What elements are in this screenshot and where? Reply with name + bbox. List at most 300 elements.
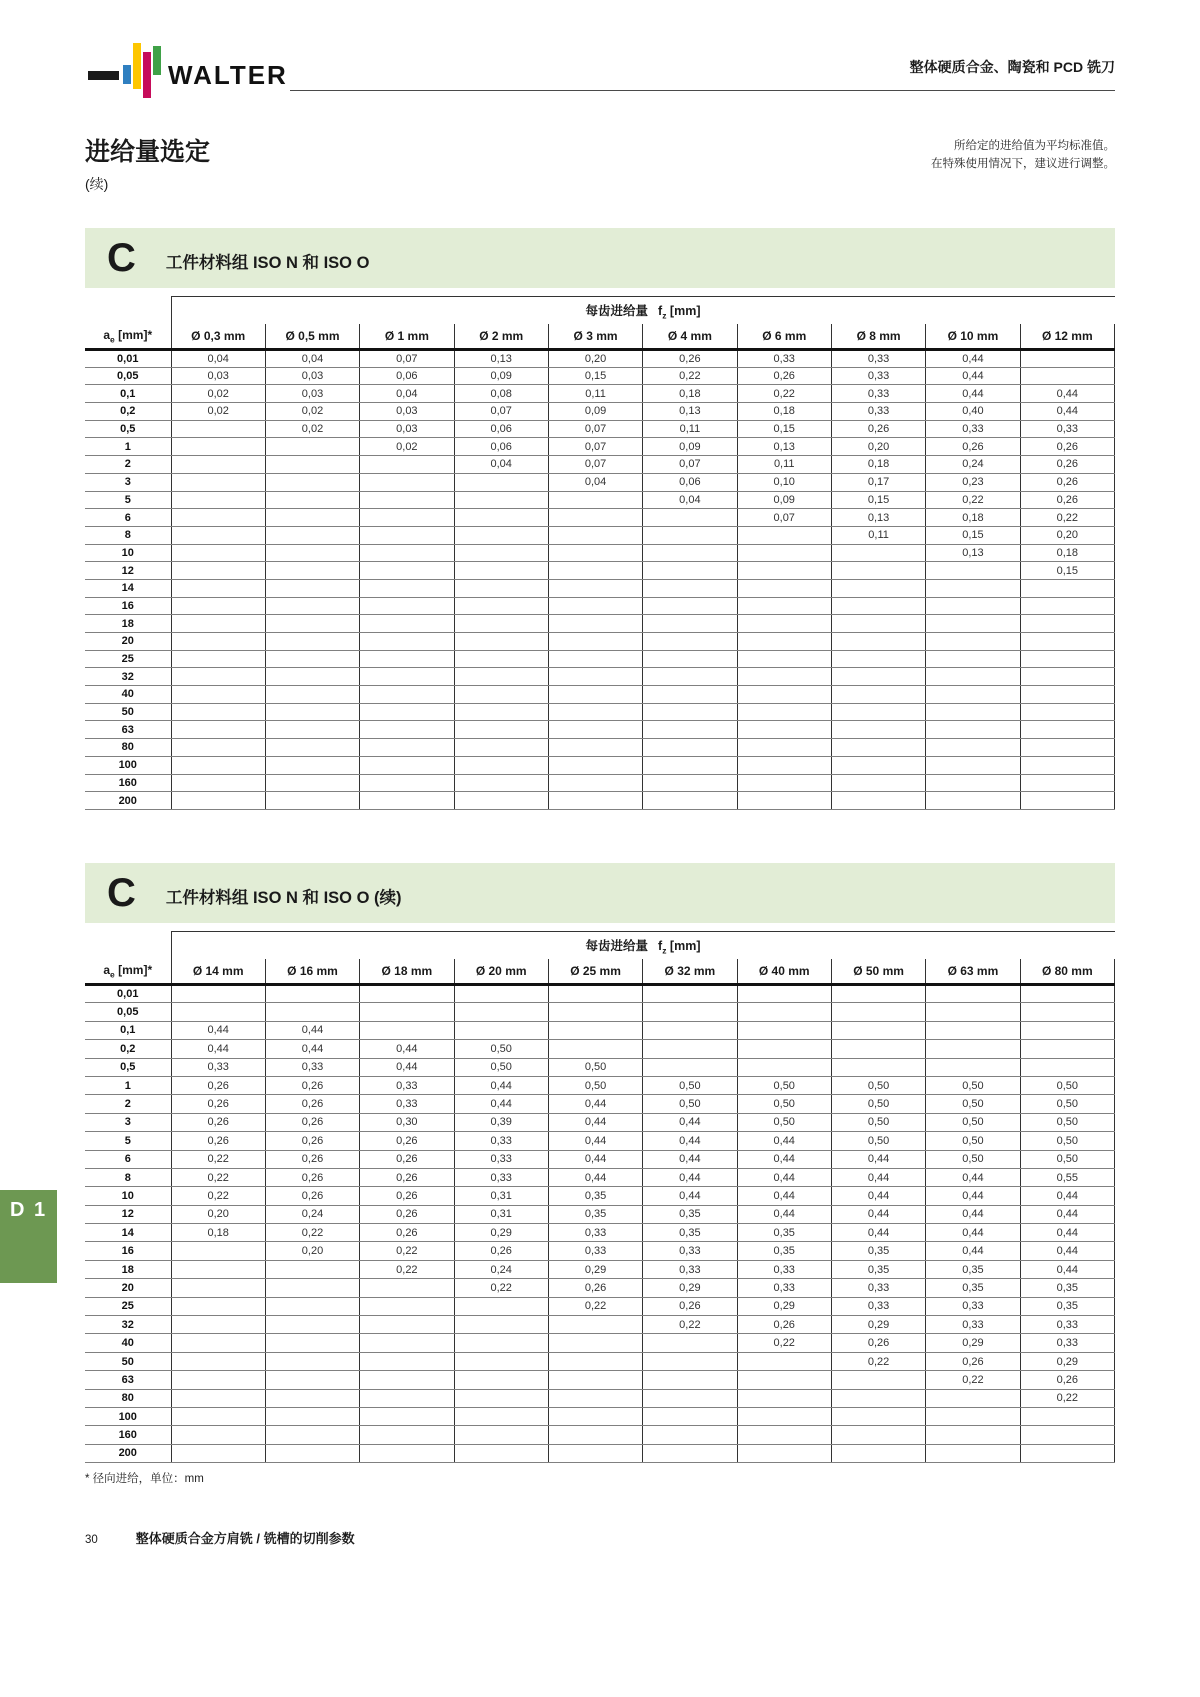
- feed-value-cell: [643, 739, 737, 757]
- table-row: [85, 1113, 1115, 1131]
- feed-per-tooth-table-2: [85, 931, 1115, 1463]
- feed-value-cell: [454, 1003, 548, 1021]
- table-row: [85, 615, 1115, 633]
- feed-value-cell: [643, 633, 737, 651]
- diameter-column-header: Ø 25 mm: [548, 959, 642, 985]
- feed-value-cell: [265, 473, 359, 491]
- table-row: [85, 792, 1115, 810]
- feed-value-cell: 0,26: [265, 1095, 359, 1113]
- table-row: [85, 420, 1115, 438]
- feed-value-cell: 0,33: [737, 1260, 831, 1278]
- feed-value-cell: 0,03: [171, 367, 265, 385]
- feed-value-cell: [926, 1003, 1020, 1021]
- feed-value-cell: [360, 1003, 454, 1021]
- diameter-column-header: Ø 14 mm: [171, 959, 265, 985]
- feed-value-cell: 0,18: [831, 456, 925, 474]
- feed-value-cell: [1020, 1003, 1114, 1021]
- ae-row-header: 0,2: [85, 403, 171, 421]
- table-row: [85, 739, 1115, 757]
- feed-value-cell: 0,13: [454, 350, 548, 368]
- feed-value-cell: [643, 1003, 737, 1021]
- feed-value-cell: 0,22: [171, 1168, 265, 1186]
- feed-value-cell: 0,22: [643, 367, 737, 385]
- feed-value-cell: [737, 633, 831, 651]
- feed-value-cell: 0,55: [1020, 1168, 1114, 1186]
- feed-value-cell: [360, 774, 454, 792]
- feed-value-cell: [171, 792, 265, 810]
- feed-value-cell: 0,50: [831, 1132, 925, 1150]
- table-row: [85, 686, 1115, 704]
- feed-value-cell: 0,33: [454, 1150, 548, 1168]
- feed-value-cell: [831, 985, 925, 1003]
- table-row: [85, 491, 1115, 509]
- ae-row-header: 3: [85, 473, 171, 491]
- feed-value-cell: [265, 544, 359, 562]
- feed-value-cell: [548, 526, 642, 544]
- table-row: [85, 1224, 1115, 1242]
- feed-value-cell: 0,35: [831, 1242, 925, 1260]
- feed-value-cell: 0,33: [643, 1260, 737, 1278]
- feed-value-cell: 0,09: [643, 438, 737, 456]
- feed-value-cell: [831, 597, 925, 615]
- ae-unit: [mm]*: [114, 327, 153, 342]
- feed-value-cell: [737, 1407, 831, 1425]
- feed-value-cell: 0,33: [831, 367, 925, 385]
- logo-dash: [88, 71, 119, 80]
- feed-value-cell: 0,26: [171, 1076, 265, 1094]
- feed-value-cell: 0,35: [643, 1224, 737, 1242]
- feed-value-cell: [454, 633, 548, 651]
- table-row: [85, 1352, 1115, 1370]
- table-row: [85, 650, 1115, 668]
- feed-value-cell: 0,26: [265, 1076, 359, 1094]
- feed-note-line1: 所给定的进给值为平均标准值。: [954, 140, 1115, 152]
- feed-value-cell: 0,44: [1020, 1260, 1114, 1278]
- feed-value-cell: 0,11: [548, 385, 642, 403]
- ae-row-header: 0,05: [85, 1003, 171, 1021]
- ae-row-header: 0,1: [85, 385, 171, 403]
- feed-value-cell: [1020, 579, 1114, 597]
- feed-value-cell: 0,50: [926, 1113, 1020, 1131]
- feed-value-cell: [454, 1334, 548, 1352]
- feed-value-cell: [548, 1040, 642, 1058]
- feed-symbol-sub: z: [662, 945, 667, 955]
- feed-value-cell: [171, 509, 265, 527]
- feed-value-cell: [171, 774, 265, 792]
- table-row: [85, 1334, 1115, 1352]
- feed-value-cell: 0,26: [171, 1132, 265, 1150]
- table-row: [85, 1150, 1115, 1168]
- feed-value-cell: [831, 756, 925, 774]
- feed-value-cell: [265, 562, 359, 580]
- feed-value-cell: 0,35: [831, 1260, 925, 1278]
- feed-value-cell: [1020, 350, 1114, 368]
- feed-value-cell: [926, 1040, 1020, 1058]
- feed-value-cell: [1020, 668, 1114, 686]
- feed-value-cell: 0,50: [1020, 1076, 1114, 1094]
- page-number: 30: [85, 1534, 98, 1546]
- table-row: [85, 385, 1115, 403]
- feed-value-cell: [454, 1352, 548, 1370]
- feed-value-cell: 0,20: [265, 1242, 359, 1260]
- feed-value-cell: 0,33: [454, 1168, 548, 1186]
- feed-value-cell: [926, 1389, 1020, 1407]
- feed-value-cell: [171, 1444, 265, 1462]
- feed-value-cell: 0,33: [831, 1279, 925, 1297]
- feed-value-cell: [548, 721, 642, 739]
- feed-value-cell: [926, 1407, 1020, 1425]
- feed-value-cell: [831, 615, 925, 633]
- feed-value-cell: 0,24: [454, 1260, 548, 1278]
- feed-value-cell: [926, 579, 1020, 597]
- table-row: [85, 1076, 1115, 1094]
- ae-row-header: 1: [85, 1076, 171, 1094]
- feed-value-cell: 0,13: [737, 438, 831, 456]
- feed-value-cell: [454, 703, 548, 721]
- feed-value-cell: 0,26: [1020, 473, 1114, 491]
- feed-label: 每齿进给量: [585, 938, 649, 953]
- feed-value-cell: [171, 1407, 265, 1425]
- ae-row-header: 12: [85, 1205, 171, 1223]
- feed-value-cell: [643, 792, 737, 810]
- feed-value-cell: 0,44: [643, 1150, 737, 1168]
- feed-value-cell: 0,26: [737, 367, 831, 385]
- feed-value-cell: [454, 1371, 548, 1389]
- header-rule: [290, 90, 1115, 91]
- table-row: [85, 1095, 1115, 1113]
- ae-row-header: 5: [85, 1132, 171, 1150]
- feed-value-cell: [265, 633, 359, 651]
- feed-value-cell: 0,50: [831, 1095, 925, 1113]
- ae-row-header: 25: [85, 650, 171, 668]
- feed-value-cell: 0,22: [831, 1352, 925, 1370]
- feed-value-cell: 0,50: [643, 1076, 737, 1094]
- feed-value-cell: [831, 1371, 925, 1389]
- feed-value-cell: 0,07: [454, 403, 548, 421]
- feed-value-cell: 0,44: [831, 1224, 925, 1242]
- diameter-column-header: Ø 6 mm: [737, 324, 831, 350]
- material-group-band-2: [85, 863, 1115, 923]
- feed-header-row: [85, 297, 1115, 324]
- feed-value-cell: 0,44: [265, 1040, 359, 1058]
- feed-value-cell: [926, 774, 1020, 792]
- feed-value-cell: [265, 1426, 359, 1444]
- feed-value-cell: [265, 438, 359, 456]
- feed-value-cell: [831, 1040, 925, 1058]
- diameter-column-header: Ø 12 mm: [1020, 324, 1114, 350]
- feed-value-cell: [643, 1352, 737, 1370]
- diameter-column-header: Ø 0,3 mm: [171, 324, 265, 350]
- feed-value-cell: [831, 703, 925, 721]
- feed-value-cell: 0,29: [831, 1316, 925, 1334]
- ae-row-header: 63: [85, 721, 171, 739]
- feed-value-cell: 0,44: [643, 1168, 737, 1186]
- feed-value-cell: 0,39: [454, 1113, 548, 1131]
- feed-value-cell: [171, 456, 265, 474]
- feed-value-cell: 0,18: [1020, 544, 1114, 562]
- feed-unit: [mm]: [666, 938, 701, 953]
- feed-value-cell: [737, 1444, 831, 1462]
- feed-value-cell: [926, 597, 1020, 615]
- feed-value-cell: [265, 792, 359, 810]
- feed-value-cell: 0,22: [737, 1334, 831, 1352]
- feed-value-cell: 0,11: [831, 526, 925, 544]
- ae-row-header: 0,2: [85, 1040, 171, 1058]
- feed-value-cell: [1020, 615, 1114, 633]
- feed-value-cell: [737, 579, 831, 597]
- feed-value-cell: [643, 756, 737, 774]
- feed-value-cell: [737, 1021, 831, 1039]
- feed-value-cell: 0,07: [737, 509, 831, 527]
- feed-value-cell: 0,22: [171, 1150, 265, 1168]
- feed-value-cell: 0,44: [737, 1187, 831, 1205]
- feed-value-cell: [454, 1021, 548, 1039]
- feed-value-cell: [360, 597, 454, 615]
- feed-value-cell: 0,44: [737, 1205, 831, 1223]
- feed-value-cell: [265, 686, 359, 704]
- feed-value-cell: [831, 1444, 925, 1462]
- feed-value-cell: [1020, 739, 1114, 757]
- ae-row-header: 8: [85, 1168, 171, 1186]
- feed-value-cell: [926, 1426, 1020, 1444]
- page-title: 进给量选定: [85, 138, 211, 166]
- feed-value-cell: [548, 491, 642, 509]
- section-tab-d1: D 1: [0, 1190, 57, 1283]
- table-row: [85, 1426, 1115, 1444]
- ae-row-header: 5: [85, 491, 171, 509]
- feed-value-cell: [548, 1426, 642, 1444]
- feed-value-cell: [1020, 1407, 1114, 1425]
- table-row: [85, 1407, 1115, 1425]
- feed-value-cell: 0,44: [926, 1187, 1020, 1205]
- feed-value-cell: [360, 1021, 454, 1039]
- feed-value-cell: 0,11: [737, 456, 831, 474]
- table-row: [85, 1040, 1115, 1058]
- feed-value-cell: [360, 633, 454, 651]
- feed-value-cell: [831, 1389, 925, 1407]
- feed-value-cell: 0,44: [926, 1205, 1020, 1223]
- feed-value-cell: 0,29: [926, 1334, 1020, 1352]
- feed-value-cell: [360, 686, 454, 704]
- ae-row-header: 18: [85, 1260, 171, 1278]
- feed-value-cell: 0,29: [1020, 1352, 1114, 1370]
- feed-value-cell: [360, 526, 454, 544]
- feed-value-cell: [454, 985, 548, 1003]
- feed-value-cell: 0,15: [926, 526, 1020, 544]
- ae-row-header: 50: [85, 703, 171, 721]
- feed-value-cell: 0,26: [171, 1113, 265, 1131]
- feed-value-cell: 0,35: [548, 1187, 642, 1205]
- feed-value-cell: 0,18: [643, 385, 737, 403]
- feed-value-cell: 0,44: [1020, 1242, 1114, 1260]
- feed-value-cell: 0,33: [831, 350, 925, 368]
- diameter-column-header: Ø 2 mm: [454, 324, 548, 350]
- feed-value-cell: 0,44: [548, 1095, 642, 1113]
- feed-value-cell: [926, 668, 1020, 686]
- feed-value-cell: 0,26: [1020, 456, 1114, 474]
- feed-value-cell: [643, 1444, 737, 1462]
- feed-value-cell: 0,22: [737, 385, 831, 403]
- feed-value-cell: 0,40: [926, 403, 1020, 421]
- feed-value-cell: 0,04: [265, 350, 359, 368]
- feed-value-cell: [454, 526, 548, 544]
- feed-value-cell: 0,50: [926, 1095, 1020, 1113]
- feed-value-cell: [926, 1021, 1020, 1039]
- column-header-row: [85, 959, 1115, 985]
- table-row: [85, 1242, 1115, 1260]
- feed-value-cell: [737, 739, 831, 757]
- ae-row-header: 0,01: [85, 350, 171, 368]
- feed-value-cell: 0,33: [1020, 1334, 1114, 1352]
- feed-value-cell: [171, 1003, 265, 1021]
- feed-value-cell: 0,44: [548, 1150, 642, 1168]
- feed-value-cell: [1020, 686, 1114, 704]
- feed-value-cell: [548, 1021, 642, 1039]
- table-row: [85, 1003, 1115, 1021]
- feed-value-cell: [265, 615, 359, 633]
- feed-value-cell: [171, 633, 265, 651]
- feed-value-cell: 0,44: [1020, 385, 1114, 403]
- feed-value-cell: 0,44: [737, 1168, 831, 1186]
- feed-value-cell: [360, 544, 454, 562]
- ae-row-header: 0,5: [85, 420, 171, 438]
- feed-value-cell: 0,22: [643, 1316, 737, 1334]
- feed-value-cell: [360, 562, 454, 580]
- feed-value-cell: 0,15: [737, 420, 831, 438]
- feed-value-cell: 0,44: [265, 1021, 359, 1039]
- feed-value-cell: 0,26: [265, 1150, 359, 1168]
- feed-value-cell: [360, 509, 454, 527]
- ae-symbol: a: [103, 327, 111, 342]
- feed-value-cell: [831, 721, 925, 739]
- feed-value-cell: 0,24: [265, 1205, 359, 1223]
- feed-value-cell: 0,35: [643, 1205, 737, 1223]
- feed-value-cell: [831, 562, 925, 580]
- table-row: [85, 1279, 1115, 1297]
- ae-row-header: 40: [85, 1334, 171, 1352]
- feed-value-cell: [265, 1334, 359, 1352]
- feed-value-cell: [737, 985, 831, 1003]
- feed-value-cell: 0,26: [265, 1187, 359, 1205]
- diameter-column-header: Ø 80 mm: [1020, 959, 1114, 985]
- feed-value-cell: [548, 985, 642, 1003]
- feed-value-cell: [737, 1003, 831, 1021]
- feed-value-cell: 0,50: [454, 1040, 548, 1058]
- ae-row-header: 20: [85, 633, 171, 651]
- table-row: [85, 350, 1115, 368]
- feed-value-cell: 0,26: [265, 1132, 359, 1150]
- feed-value-cell: 0,33: [926, 1316, 1020, 1334]
- table-row: [85, 526, 1115, 544]
- ae-row-header: 50: [85, 1352, 171, 1370]
- feed-value-cell: [737, 721, 831, 739]
- feed-value-cell: [454, 650, 548, 668]
- page-footer: [85, 1528, 355, 1547]
- table-row: [85, 1316, 1115, 1334]
- feed-value-cell: [1020, 650, 1114, 668]
- feed-value-cell: 0,07: [643, 456, 737, 474]
- feed-value-cell: 0,50: [831, 1076, 925, 1094]
- feed-value-cell: [360, 579, 454, 597]
- feed-value-cell: [265, 1389, 359, 1407]
- feed-value-cell: 0,26: [643, 1297, 737, 1315]
- feed-value-cell: 0,26: [265, 1168, 359, 1186]
- feed-value-cell: [1020, 703, 1114, 721]
- feed-value-cell: [171, 491, 265, 509]
- feed-value-cell: 0,33: [265, 1058, 359, 1076]
- feed-value-cell: 0,04: [548, 473, 642, 491]
- radial-feed-footnote: * 径向进给，单位：mm: [85, 1473, 204, 1486]
- diameter-column-header: Ø 3 mm: [548, 324, 642, 350]
- feed-value-cell: [831, 579, 925, 597]
- feed-value-cell: [831, 668, 925, 686]
- table-row: [85, 579, 1115, 597]
- feed-value-cell: [171, 579, 265, 597]
- feed-value-cell: [1020, 633, 1114, 651]
- feed-value-cell: 0,44: [1020, 1187, 1114, 1205]
- feed-value-cell: [548, 650, 642, 668]
- feed-value-cell: [831, 1426, 925, 1444]
- feed-value-cell: [171, 526, 265, 544]
- feed-value-cell: 0,44: [643, 1132, 737, 1150]
- diameter-column-header: Ø 0,5 mm: [265, 324, 359, 350]
- feed-value-cell: [1020, 774, 1114, 792]
- feed-value-cell: [171, 1352, 265, 1370]
- feed-value-cell: [360, 1316, 454, 1334]
- feed-per-tooth-header: [171, 932, 1115, 959]
- feed-value-cell: 0,26: [1020, 438, 1114, 456]
- feed-value-cell: [548, 686, 642, 704]
- ae-row-header: 100: [85, 1407, 171, 1425]
- feed-value-cell: 0,44: [171, 1021, 265, 1039]
- ae-row-header: 100: [85, 756, 171, 774]
- feed-value-cell: [643, 686, 737, 704]
- feed-value-cell: 0,33: [360, 1095, 454, 1113]
- feed-value-cell: 0,33: [737, 1279, 831, 1297]
- feed-value-cell: 0,44: [454, 1095, 548, 1113]
- ae-row-header: 16: [85, 1242, 171, 1260]
- table-row: [85, 367, 1115, 385]
- ae-row-header: 160: [85, 1426, 171, 1444]
- feed-value-cell: [265, 1297, 359, 1315]
- table-row: [85, 597, 1115, 615]
- feed-value-cell: [360, 1279, 454, 1297]
- feed-value-cell: 0,26: [548, 1279, 642, 1297]
- feed-value-cell: 0,44: [548, 1113, 642, 1131]
- ae-row-header: 18: [85, 615, 171, 633]
- ae-row-header: 0,1: [85, 1021, 171, 1039]
- feed-value-cell: [643, 985, 737, 1003]
- feed-header-row: [85, 932, 1115, 959]
- feed-value-cell: [1020, 1426, 1114, 1444]
- feed-value-cell: 0,13: [643, 403, 737, 421]
- feed-value-cell: [548, 544, 642, 562]
- feed-value-cell: [1020, 1444, 1114, 1462]
- feed-value-cell: 0,26: [454, 1242, 548, 1260]
- feed-value-cell: [454, 579, 548, 597]
- feed-value-cell: 0,22: [548, 1297, 642, 1315]
- ae-row-header: 0,01: [85, 985, 171, 1003]
- feed-value-cell: 0,44: [926, 385, 1020, 403]
- feed-value-cell: [265, 985, 359, 1003]
- feed-value-cell: [360, 473, 454, 491]
- feed-value-cell: [548, 1334, 642, 1352]
- feed-value-cell: [265, 1371, 359, 1389]
- feed-value-cell: [171, 544, 265, 562]
- feed-value-cell: 0,22: [926, 491, 1020, 509]
- feed-value-cell: [926, 1058, 1020, 1076]
- feed-value-cell: 0,44: [926, 1168, 1020, 1186]
